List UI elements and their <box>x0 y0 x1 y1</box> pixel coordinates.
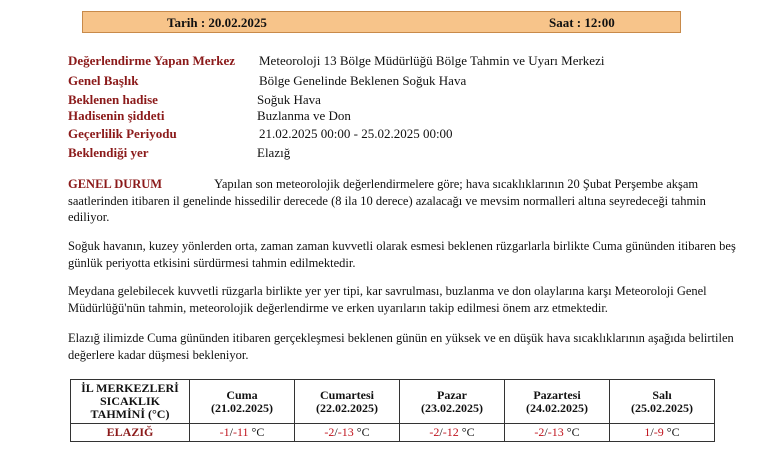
temp-min: -13 <box>337 425 354 439</box>
paragraph-forecast-intro: Elazığ ilimizde Cuma gününden itibaren gerçekleşmesi beklenen günün en yüksek ve en düşük hava sıcaklıklarının aşağıda belirtilen değerlere kadar düşmesi bekleniyor. <box>68 331 734 362</box>
temp-unit: °C <box>251 425 265 439</box>
temp-unit: °C <box>356 425 370 439</box>
meta-label: Genel Başlık <box>68 73 139 88</box>
meta-label: Hadisenin şiddeti <box>68 108 165 123</box>
general-situation-heading: GENEL DURUM <box>68 177 163 191</box>
temp-cell: -1/-11 °C <box>190 424 295 442</box>
table-day-header <box>505 380 610 424</box>
day-date: (24.02.2025) <box>526 400 588 415</box>
paragraph-wind: Soğuk havanın, kuzey yönlerden orta, zaman zaman kuvvetli olarak esmesi beklenen rüzgarlarla birlikte Cuma gününden itibaren beş günlük periyotta etkisini sürdürmesi tahmin edilmektedir. <box>68 239 736 270</box>
city-name: ELAZIĞ <box>71 424 190 442</box>
temp-min: -9 <box>653 425 664 439</box>
temp-max: -2 <box>429 425 440 439</box>
general-situation-paragraph <box>68 176 748 226</box>
table-day-header <box>190 380 295 424</box>
meta-label: Beklendiği yer <box>68 145 149 160</box>
meta-label: Değerlendirme Yapan Merkez <box>68 53 236 68</box>
temp-min: -12 <box>442 425 459 439</box>
day-name: Pazar <box>437 387 467 402</box>
day-date: (22.02.2025) <box>316 400 378 415</box>
report-time: Saat : 12:00 <box>549 15 615 30</box>
meta-value: 21.02.2025 00:00 - 25.02.2025 00:00 <box>259 126 453 141</box>
temp-max: -1 <box>219 425 230 439</box>
day-name: Salı <box>652 387 672 402</box>
table-day-header <box>610 380 715 424</box>
meta-value: Bölge Genelinde Beklenen Soğuk Hava <box>259 73 467 88</box>
temp-max: -2 <box>534 425 545 439</box>
temp-max: 1 <box>644 425 651 439</box>
day-date: (21.02.2025) <box>211 400 273 415</box>
day-name: Cuma <box>226 387 258 402</box>
temp-cell: -2/-13 °C <box>505 424 610 442</box>
table-row <box>71 424 715 442</box>
meta-value: Buzlanma ve Don <box>257 108 351 123</box>
table-day-header <box>295 380 400 424</box>
report-date: Tarih : 20.02.2025 <box>167 15 267 30</box>
meta-value: Elazığ <box>257 145 291 160</box>
temp-cell: -2/-12 °C <box>400 424 505 442</box>
day-name: Cumartesi <box>320 387 374 402</box>
day-date: (23.02.2025) <box>421 400 483 415</box>
paragraph-text: Yapılan son meteorolojik değerlendirmelere göre; hava sıcaklıklarının 20 Şubat Perşembe akşam saatlerinden itibaren il genelinde hissedilir derecede (8 ila 10 derece) azalacağı ve mevsim normalleri altına seyredeceği tahmin ediliyor. <box>68 177 706 224</box>
temp-unit: °C <box>461 425 475 439</box>
temperature-table <box>70 379 715 442</box>
temp-cell: 1/-9 °C <box>610 424 715 442</box>
temp-max: -2 <box>324 425 335 439</box>
header-bar <box>82 11 681 33</box>
temp-min: -13 <box>547 425 564 439</box>
meta-value: Soğuk Hava <box>257 92 321 107</box>
temp-cell: -2/-13 °C <box>295 424 400 442</box>
meta-label: Geçerlilik Periyodu <box>68 126 177 141</box>
temp-unit: °C <box>566 425 580 439</box>
paragraph-warning: Meydana gelebilecek kuvvetli rüzgarla birlikte yer yer tipi, kar savrulması, buzlanma ve don olaylarına karşı Meteoroloji Genel Müdürlüğü'nün tahmin, meteorolojik değerlendirme ve erken uyarıların takip edilmesi önem arz etmektedir. <box>68 284 707 315</box>
day-name: Pazartesi <box>533 387 581 402</box>
day-date: (25.02.2025) <box>631 400 693 415</box>
meta-value: Meteoroloji 13 Bölge Müdürlüğü Bölge Tahmin ve Uyarı Merkezi <box>259 53 605 68</box>
meta-label: Beklenen hadise <box>68 92 158 107</box>
temp-min: -11 <box>232 425 249 439</box>
table-header-row <box>71 380 715 424</box>
table-corner-header: İL MERKEZLERİ SICAKLIK TAHMİNİ (°C) <box>71 380 190 424</box>
temp-unit: °C <box>666 425 680 439</box>
table-day-header <box>400 380 505 424</box>
